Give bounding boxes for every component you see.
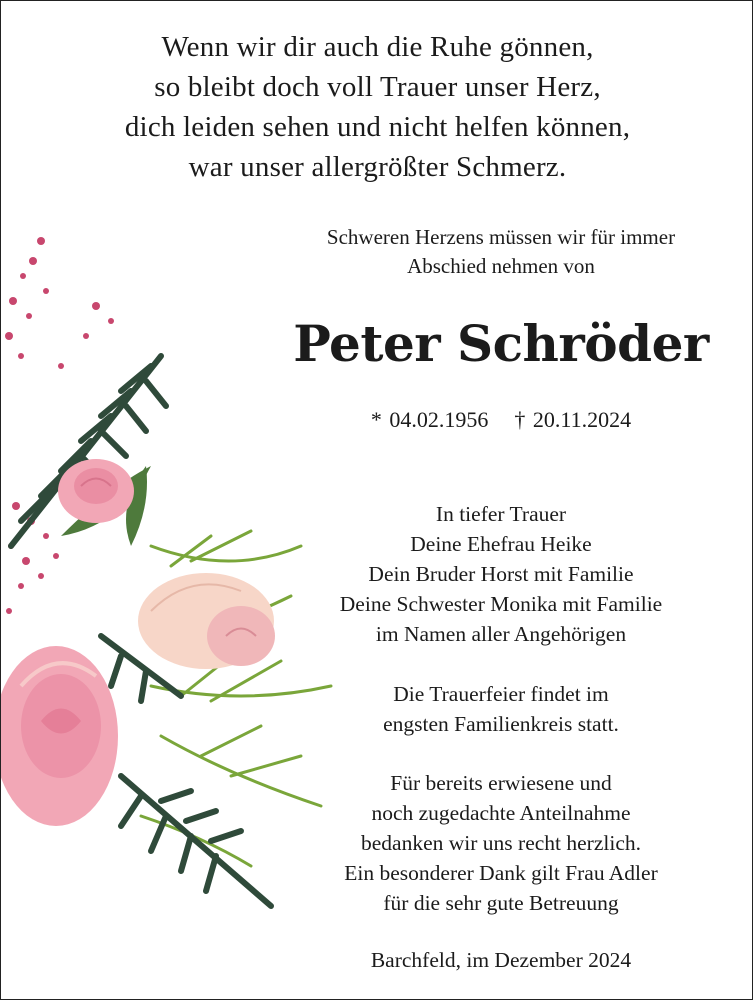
mourner-line: Dein Bruder Horst mit Familie bbox=[368, 562, 634, 586]
rose-bottom bbox=[1, 646, 118, 826]
thanks-line: für die sehr gute Betreuung bbox=[383, 891, 619, 915]
mourner-line: In tiefer Trauer bbox=[435, 502, 567, 526]
ceremony-line: Die Trauerfeier findet im bbox=[393, 682, 609, 706]
rose-top bbox=[58, 459, 134, 523]
place-and-date: Barchfeld, im Dezember 2024 bbox=[370, 948, 632, 972]
thanks-text bbox=[251, 768, 751, 918]
intro-line: Schweren Herzens müssen wir für immer bbox=[326, 225, 676, 249]
thanks-line: Für bereits erwiesene und bbox=[390, 771, 612, 795]
mourner-line: Deine Ehefrau Heike bbox=[410, 532, 592, 556]
thanks-line: bedanken wir uns recht herzlich. bbox=[361, 831, 641, 855]
deceased-name: Peter Schröder bbox=[293, 314, 709, 373]
poem-line: war unser allergrößter Schmerz. bbox=[188, 151, 567, 183]
ceremony-notice bbox=[251, 679, 751, 739]
thanks-line: noch zugedachte Anteilnahme bbox=[371, 801, 631, 825]
mourners-list bbox=[251, 499, 751, 649]
death-date: † 20.11.2024 bbox=[514, 407, 632, 432]
ceremony-line: engsten Familienkreis statt. bbox=[383, 712, 619, 736]
birth-date: * 04.02.1956 bbox=[370, 407, 489, 432]
mourner-line: im Namen aller Angehörigen bbox=[375, 622, 627, 646]
poem-line: so bleibt doch voll Trauer unser Herz, bbox=[154, 71, 601, 103]
thanks-line: Ein besonderer Dank gilt Frau Adler bbox=[344, 861, 658, 885]
intro-line: Abschied nehmen von bbox=[407, 254, 595, 278]
memorial-poem bbox=[1, 27, 753, 187]
poem-line: Wenn wir dir auch die Ruhe gönnen, bbox=[161, 31, 594, 63]
intro-text bbox=[251, 223, 751, 281]
life-dates bbox=[251, 405, 751, 435]
mourner-line: Deine Schwester Monika mit Familie bbox=[339, 592, 663, 616]
poem-line: dich leiden sehen und nicht helfen können, bbox=[124, 111, 631, 143]
